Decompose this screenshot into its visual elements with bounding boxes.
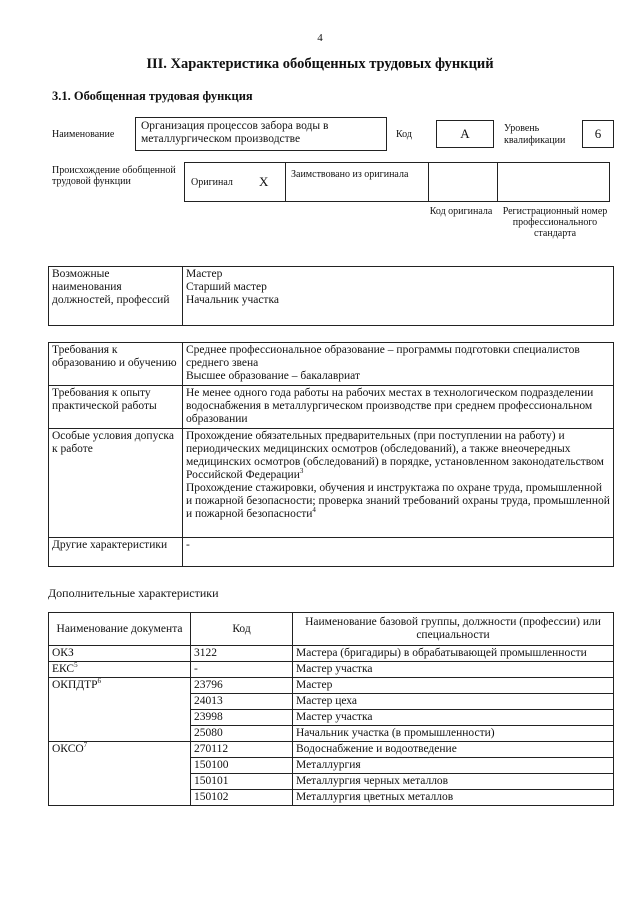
col-header-code: Код xyxy=(191,613,293,646)
name-value: Организация процессов забора воды в металлургическом производстве xyxy=(135,117,387,151)
education-line: Высшее образование – бакалавриат xyxy=(186,370,360,382)
position-item: Начальник участка xyxy=(186,294,279,306)
name-cell: Мастер участка xyxy=(293,662,614,678)
position-item: Старший мастер xyxy=(186,281,267,293)
code-cell: 25080 xyxy=(191,726,293,742)
name-cell: Металлургия xyxy=(293,758,614,774)
code-cell: 150100 xyxy=(191,758,293,774)
footnote-ref: 3 xyxy=(299,467,304,476)
conditions-text-2: Прохождение стажировки, обучения и инструктажа по охране труда, промышленной и пожарной безопасности; проверка знаний требований охраны труда, промышленной и пожарной безопасности$^4$ xyxy=(186,482,610,520)
name-cell: Мастер участка xyxy=(293,710,614,726)
name-cell: Водоснабжение и водоотведение xyxy=(293,742,614,758)
name-cell: Мастер xyxy=(293,678,614,694)
code-cell: 24013 xyxy=(191,694,293,710)
section-title: III. Характеристика обобщенных трудовых функций xyxy=(146,56,494,72)
borrowed-label: Заимствовано из оригинала xyxy=(291,169,409,180)
table-row xyxy=(49,678,614,694)
level-value: 6 xyxy=(582,120,614,148)
name-cell: Металлургия цветных металлов xyxy=(293,790,614,806)
name-label: Наименование xyxy=(52,129,115,140)
name-cell: Мастер цеха xyxy=(293,694,614,710)
code-cell: 150101 xyxy=(191,774,293,790)
code-original-label: Код оригинала xyxy=(429,206,493,217)
code-cell: - xyxy=(191,662,293,678)
code-cell: 23998 xyxy=(191,710,293,726)
code-cell: 3122 xyxy=(191,646,293,662)
table-row xyxy=(49,742,614,758)
table-row xyxy=(49,662,614,678)
code-cell: 23796 xyxy=(191,678,293,694)
education-label: Требования к образованию и обучению xyxy=(49,343,183,386)
origin-table xyxy=(184,162,610,202)
code-cell: 270112 xyxy=(191,742,293,758)
origin-label: Происхождение обобщенной трудовой функции xyxy=(52,165,176,187)
additional-table xyxy=(48,612,614,806)
conditions-label: Особые условия допуска к работе xyxy=(49,429,183,538)
other-value: - xyxy=(183,538,614,567)
name-cell: Начальник участка (в промышленности) xyxy=(293,726,614,742)
reg-number-label: Регистрационный номер профессионального стандарта xyxy=(502,206,608,239)
subsection-title: 3.1. Обобщенная трудовая функция xyxy=(52,89,253,103)
conditions-text-1: Прохождение обязательных предварительных (при поступлении на работу) и периодических медицинских осмотров (обследований), а также внеочередных медицинских осмотров (обследований) в порядке, установленном законодательством Российской Федерации$^3$ xyxy=(186,430,604,481)
col-header-name: Наименование базовой группы, должности (профессии) или специальности xyxy=(293,613,614,646)
original-mark: Х xyxy=(259,174,269,189)
doc-cell: ОКЗ xyxy=(49,646,191,662)
education-line: Среднее профессиональное образование – программы подготовки специалистов среднего звена xyxy=(186,344,580,369)
experience-label: Требования к опыту практической работы xyxy=(49,386,183,429)
code-cell: 150102 xyxy=(191,790,293,806)
code-value: А xyxy=(436,120,494,148)
col-header-document: Наименование документа xyxy=(49,613,191,646)
position-item: Мастер xyxy=(186,268,223,280)
positions-label: Возможные наименования должностей, профессий xyxy=(49,267,183,326)
doc-cell: ЕКС$^5$ xyxy=(49,662,191,678)
level-label: Уровень квалификации xyxy=(504,123,566,146)
other-label: Другие характеристики xyxy=(49,538,183,567)
page-number: 4 xyxy=(317,32,323,44)
positions-list xyxy=(183,267,614,326)
doc-cell: ОКСО$^7$ xyxy=(49,742,191,806)
name-cell: Металлургия черных металлов xyxy=(293,774,614,790)
footnote-ref: 4 xyxy=(312,506,316,515)
original-label: Оригинал xyxy=(191,177,233,188)
requirements-table xyxy=(48,342,614,567)
doc-cell: ОКПДТР$^6$ xyxy=(49,678,191,742)
code-label: Код xyxy=(396,129,412,140)
table-row xyxy=(49,646,614,662)
experience-text: Не менее одного года работы на рабочих местах в технологическом подразделении водоснабжения в металлургическом производстве при среднем профессиональном образовании xyxy=(183,386,614,429)
additional-title: Дополнительные характеристики xyxy=(48,586,219,600)
positions-table xyxy=(48,266,614,326)
name-cell: Мастера (бригадиры) в обрабатывающей промышленности xyxy=(293,646,614,662)
